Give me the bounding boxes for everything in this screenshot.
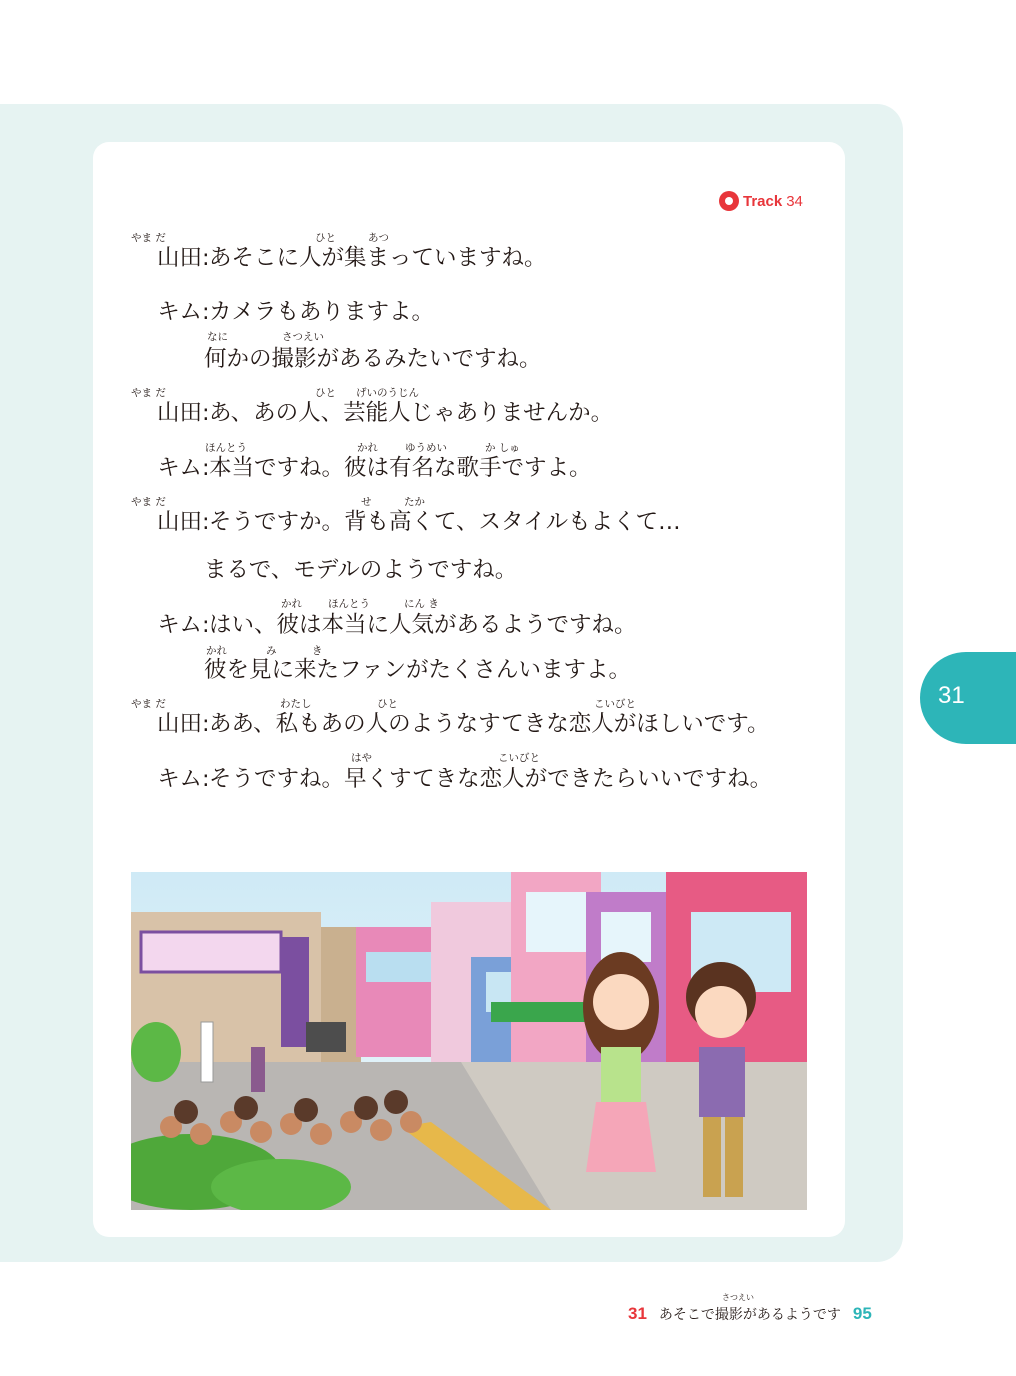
page-footer (628, 1302, 872, 1326)
speaker-name: キム (157, 612, 202, 638)
furigana: やま だ (131, 496, 166, 508)
dialogue-line: 山田:あそこに人が集まっていますね。 (130, 236, 547, 280)
street-scene-illustration (131, 872, 807, 1210)
dialogue-line: 山田:そうですか。背も高くて、スタイルもよくて… (130, 500, 681, 544)
dialogue-line: キム:カメラもありますよ。 (130, 290, 434, 334)
dialogue-text: ああ、私もあの人のようなすてきな恋人がほしいです。 (209, 711, 770, 737)
track-audio-button[interactable] (719, 191, 803, 211)
furigana: やま だ (131, 387, 166, 399)
track-number: 34 (786, 192, 803, 210)
furigana: やま だ (131, 232, 166, 244)
furigana: ほんとう (205, 442, 247, 454)
furigana: げいのうじん (356, 387, 419, 399)
furigana: やま だ (131, 698, 166, 710)
footer-lesson-title: あそこで撮影があるようです (658, 1307, 841, 1323)
furigana: ひと (315, 387, 336, 399)
dialogue-text: はい、彼は本当に人気があるようですね。 (209, 612, 637, 638)
furigana: にん き (404, 598, 439, 610)
furigana: か しゅ (485, 442, 520, 454)
furigana: み (266, 645, 277, 657)
footer-furigana: さつえい (722, 1293, 754, 1302)
dialogue-text: そうですか。背も高くて、スタイルもよくて… (209, 509, 681, 535)
dialogue-line: キム:そうですね。早くすてきな恋人ができたらいいですね。 (130, 757, 772, 801)
dialogue-continuation: 何かの撮影があるみたいですね。 (204, 346, 542, 372)
dialogue-line: 山田:ああ、私もあの人のようなすてきな恋人がほしいです。 (130, 702, 769, 746)
furigana: せ (361, 496, 372, 508)
furigana: ほんとう (328, 598, 370, 610)
speaker-name: 山田 (156, 400, 202, 426)
furigana: たか (404, 496, 425, 508)
dialogue-continuation: まるで、モデルのようですね。 (204, 557, 518, 583)
furigana: こいびと (594, 698, 636, 710)
furigana: なに (207, 331, 228, 343)
track-label: Track (743, 192, 783, 210)
speaker-name: 山田 (156, 711, 202, 737)
furigana: さつえい (282, 331, 324, 343)
furigana: かれ (206, 645, 227, 657)
footer-lesson-number: 31 (628, 1304, 647, 1323)
furigana: はや (351, 752, 372, 764)
furigana: ひと (315, 232, 336, 244)
speaker-name: 山田 (156, 509, 202, 535)
dialogue-text: カメラもありますよ。 (209, 299, 435, 325)
speaker-name: キム (157, 299, 202, 325)
lesson-tab-number: 31 (938, 682, 965, 709)
furigana: わたし (280, 698, 312, 710)
page-number: 95 (852, 1304, 872, 1323)
dialogue-line: 山田:あ、あの人、芸能人じゃありませんか。 (130, 391, 613, 435)
dialogue-text: あ、あの人、芸能人じゃありませんか。 (209, 400, 614, 426)
speaker-name: 山田 (156, 245, 202, 271)
speaker-name: キム (157, 455, 202, 481)
dialogue-text: そうですね。早くすてきな恋人ができたらいいですね。 (209, 766, 773, 792)
furigana: かれ (281, 598, 302, 610)
dialogue-line: キム:はい、彼は本当に人気があるようですね。 (130, 603, 637, 647)
dialogue-text: あそこに人が集まっていますね。 (209, 245, 547, 271)
lesson-tab (920, 652, 1016, 744)
dialogue-continuation: 彼を見に来たファンがたくさんいますよ。 (204, 657, 632, 683)
dialogue-line: キム:本当ですね。彼は有名な歌手ですよ。 (130, 446, 592, 490)
dialogue-text: 本当ですね。彼は有名な歌手ですよ。 (209, 455, 592, 481)
furigana: ゆうめい (405, 442, 447, 454)
furigana: あつ (368, 232, 389, 244)
furigana: ひと (377, 698, 398, 710)
furigana: こいびと (498, 752, 540, 764)
audio-disc-icon (719, 191, 739, 211)
speaker-name: キム (157, 766, 202, 792)
furigana: き (312, 645, 323, 657)
furigana: かれ (357, 442, 378, 454)
